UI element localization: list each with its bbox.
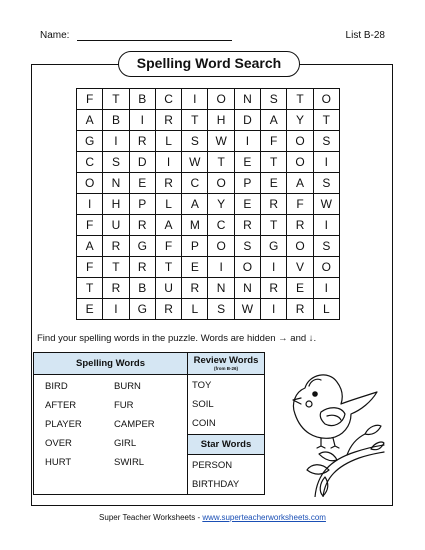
grid-cell[interactable]: P	[129, 194, 155, 215]
grid-cell[interactable]: R	[103, 278, 129, 299]
spelling-word: HURT	[45, 457, 72, 468]
grid-cell[interactable]: A	[261, 110, 287, 131]
grid-row	[77, 152, 340, 173]
grid-row	[77, 131, 340, 152]
grid-cell[interactable]: I	[261, 257, 287, 278]
grid-cell[interactable]: R	[129, 257, 155, 278]
review-words-subtitle: (from B-26)	[213, 366, 238, 371]
grid-cell[interactable]: R	[261, 278, 287, 299]
grid-cell[interactable]: N	[234, 89, 260, 110]
spelling-word: CAMPER	[114, 419, 155, 430]
grid-cell[interactable]: F	[77, 257, 103, 278]
grid-cell[interactable]: U	[103, 215, 129, 236]
grid-cell[interactable]: O	[77, 173, 103, 194]
grid-cell[interactable]: L	[182, 299, 208, 320]
grid-cell[interactable]: G	[77, 131, 103, 152]
grid-cell[interactable]: I	[313, 278, 339, 299]
spelling-word: BURN	[114, 381, 141, 392]
grid-cell[interactable]: B	[129, 89, 155, 110]
grid-row	[77, 257, 340, 278]
grid-cell[interactable]: O	[208, 173, 234, 194]
star-words-list	[192, 460, 239, 498]
grid-cell[interactable]: P	[182, 236, 208, 257]
grid-cell[interactable]: E	[182, 257, 208, 278]
review-words-title: Review Words	[193, 355, 259, 366]
grid-cell[interactable]: G	[261, 236, 287, 257]
grid-cell[interactable]: Y	[208, 194, 234, 215]
word-search-grid	[76, 88, 340, 320]
grid-cell[interactable]: R	[129, 215, 155, 236]
grid-cell[interactable]: F	[77, 215, 103, 236]
grid-cell[interactable]: N	[208, 278, 234, 299]
grid-cell[interactable]: I	[77, 194, 103, 215]
grid-cell[interactable]: F	[261, 131, 287, 152]
worksheet-header	[40, 30, 385, 46]
grid-cell[interactable]: T	[287, 89, 313, 110]
review-words-list	[192, 380, 216, 437]
grid-cell[interactable]: W	[234, 299, 260, 320]
grid-cell[interactable]: P	[234, 173, 260, 194]
grid-cell[interactable]: I	[155, 152, 181, 173]
spelling-list-col1	[45, 381, 115, 476]
grid-cell[interactable]: I	[182, 89, 208, 110]
grid-cell[interactable]: A	[77, 236, 103, 257]
grid-cell[interactable]: R	[155, 299, 181, 320]
spelling-words-heading: Spelling Words	[34, 353, 187, 375]
grid-cell[interactable]: T	[77, 278, 103, 299]
grid-cell[interactable]: V	[287, 257, 313, 278]
grid-cell[interactable]: E	[234, 152, 260, 173]
grid-cell[interactable]: I	[313, 152, 339, 173]
grid-cell[interactable]: W	[208, 131, 234, 152]
list-id: List B-28	[345, 30, 385, 41]
grid-cell[interactable]: O	[208, 236, 234, 257]
grid-cell[interactable]: A	[182, 194, 208, 215]
spelling-word: AFTER	[45, 400, 77, 411]
grid-cell[interactable]: I	[313, 215, 339, 236]
grid-cell[interactable]: S	[103, 152, 129, 173]
grid-cell[interactable]: Y	[287, 110, 313, 131]
spelling-word: PLAYER	[45, 419, 82, 430]
grid-cell[interactable]: E	[287, 278, 313, 299]
spelling-word: FUR	[114, 400, 134, 411]
grid-cell[interactable]: H	[208, 110, 234, 131]
bird-on-branch-icon	[285, 352, 385, 497]
grid-cell[interactable]: N	[103, 173, 129, 194]
grid-cell[interactable]: R	[182, 278, 208, 299]
grid-cell[interactable]: O	[234, 257, 260, 278]
column-divider	[187, 353, 188, 494]
grid-cell[interactable]: I	[103, 131, 129, 152]
grid-cell[interactable]: B	[103, 110, 129, 131]
grid-cell[interactable]: I	[129, 110, 155, 131]
grid-cell[interactable]: L	[313, 299, 339, 320]
grid-cell[interactable]: T	[261, 152, 287, 173]
grid-cell[interactable]: E	[234, 194, 260, 215]
grid-cell[interactable]: T	[313, 110, 339, 131]
grid-cell[interactable]: R	[155, 173, 181, 194]
review-words-heading	[188, 353, 264, 375]
grid-cell[interactable]: T	[261, 215, 287, 236]
grid-cell[interactable]: I	[103, 299, 129, 320]
review-word: TOY	[192, 380, 212, 391]
page-title: Spelling Word Search	[118, 51, 300, 77]
grid-cell[interactable]: A	[287, 173, 313, 194]
review-word: COIN	[192, 418, 216, 429]
grid-cell[interactable]: I	[234, 131, 260, 152]
grid-cell[interactable]: H	[103, 194, 129, 215]
grid-cell[interactable]: L	[155, 131, 181, 152]
spelling-word: BIRD	[45, 381, 68, 392]
footer-text: Super Teacher Worksheets -	[99, 513, 203, 522]
name-label: Name:	[40, 30, 70, 41]
grid-cell[interactable]: A	[155, 215, 181, 236]
grid-cell[interactable]: T	[182, 110, 208, 131]
grid-cell[interactable]: C	[208, 215, 234, 236]
footer-link[interactable]: www.superteacherworksheets.com	[202, 513, 326, 522]
grid-row	[77, 215, 340, 236]
star-word: PERSON	[192, 460, 233, 471]
grid-cell[interactable]: D	[129, 152, 155, 173]
grid-cell[interactable]: C	[182, 173, 208, 194]
grid-cell[interactable]: W	[182, 152, 208, 173]
grid-cell[interactable]: E	[77, 299, 103, 320]
grid-row	[77, 89, 340, 110]
grid-cell[interactable]: O	[313, 257, 339, 278]
grid-cell[interactable]: A	[77, 110, 103, 131]
star-word: BIRTHDAY	[192, 479, 240, 490]
grid-cell[interactable]: T	[155, 257, 181, 278]
grid-cell[interactable]: I	[208, 257, 234, 278]
grid-cell[interactable]: S	[234, 236, 260, 257]
grid-cell[interactable]: F	[287, 194, 313, 215]
grid-cell[interactable]: C	[155, 89, 181, 110]
grid-row	[77, 278, 340, 299]
instructions: Find your spelling words in the puzzle. Words are hidden → and ↓.	[37, 333, 317, 344]
review-word: SOIL	[192, 399, 214, 410]
grid-cell[interactable]: S	[313, 173, 339, 194]
grid-cell[interactable]: R	[234, 215, 260, 236]
spelling-word: SWIRL	[114, 457, 145, 468]
spelling-word: OVER	[45, 438, 72, 449]
word-box	[33, 352, 265, 495]
grid-row	[77, 236, 340, 257]
grid-cell[interactable]: T	[208, 152, 234, 173]
grid-row	[77, 194, 340, 215]
grid-cell[interactable]: L	[155, 194, 181, 215]
grid-cell[interactable]: O	[287, 236, 313, 257]
grid-cell[interactable]: N	[234, 278, 260, 299]
grid-cell[interactable]: O	[313, 89, 339, 110]
grid-cell[interactable]: S	[182, 131, 208, 152]
grid-cell[interactable]: O	[287, 131, 313, 152]
grid-cell[interactable]: E	[129, 173, 155, 194]
grid-cell[interactable]: D	[234, 110, 260, 131]
grid-cell[interactable]: S	[313, 131, 339, 152]
grid-cell[interactable]: R	[287, 215, 313, 236]
grid-cell[interactable]: I	[261, 299, 287, 320]
spelling-list-col2	[114, 381, 184, 476]
grid-cell[interactable]: O	[287, 152, 313, 173]
grid-cell[interactable]: W	[313, 194, 339, 215]
grid-cell[interactable]: C	[77, 152, 103, 173]
grid-cell[interactable]: S	[261, 89, 287, 110]
grid-cell[interactable]: F	[77, 89, 103, 110]
grid-cell[interactable]: U	[155, 278, 181, 299]
name-line[interactable]	[77, 40, 232, 41]
grid-cell[interactable]: T	[103, 257, 129, 278]
spelling-word: GIRL	[114, 438, 137, 449]
grid-row	[77, 110, 340, 131]
grid-cell[interactable]: R	[129, 131, 155, 152]
grid-cell[interactable]: B	[129, 278, 155, 299]
grid-cell[interactable]: R	[261, 194, 287, 215]
grid-cell[interactable]: E	[261, 173, 287, 194]
grid-cell[interactable]: G	[129, 299, 155, 320]
star-words-heading: Star Words	[188, 434, 264, 455]
grid-cell[interactable]: S	[208, 299, 234, 320]
grid-cell[interactable]: R	[155, 110, 181, 131]
footer	[0, 513, 425, 522]
grid-cell[interactable]: S	[313, 236, 339, 257]
grid-cell[interactable]: M	[182, 215, 208, 236]
grid-row	[77, 173, 340, 194]
grid-cell[interactable]: T	[103, 89, 129, 110]
grid-cell[interactable]: R	[103, 236, 129, 257]
grid-row	[77, 299, 340, 320]
grid-cell[interactable]: G	[129, 236, 155, 257]
grid-cell[interactable]: F	[155, 236, 181, 257]
grid-cell[interactable]: O	[208, 89, 234, 110]
grid-cell[interactable]: R	[287, 299, 313, 320]
